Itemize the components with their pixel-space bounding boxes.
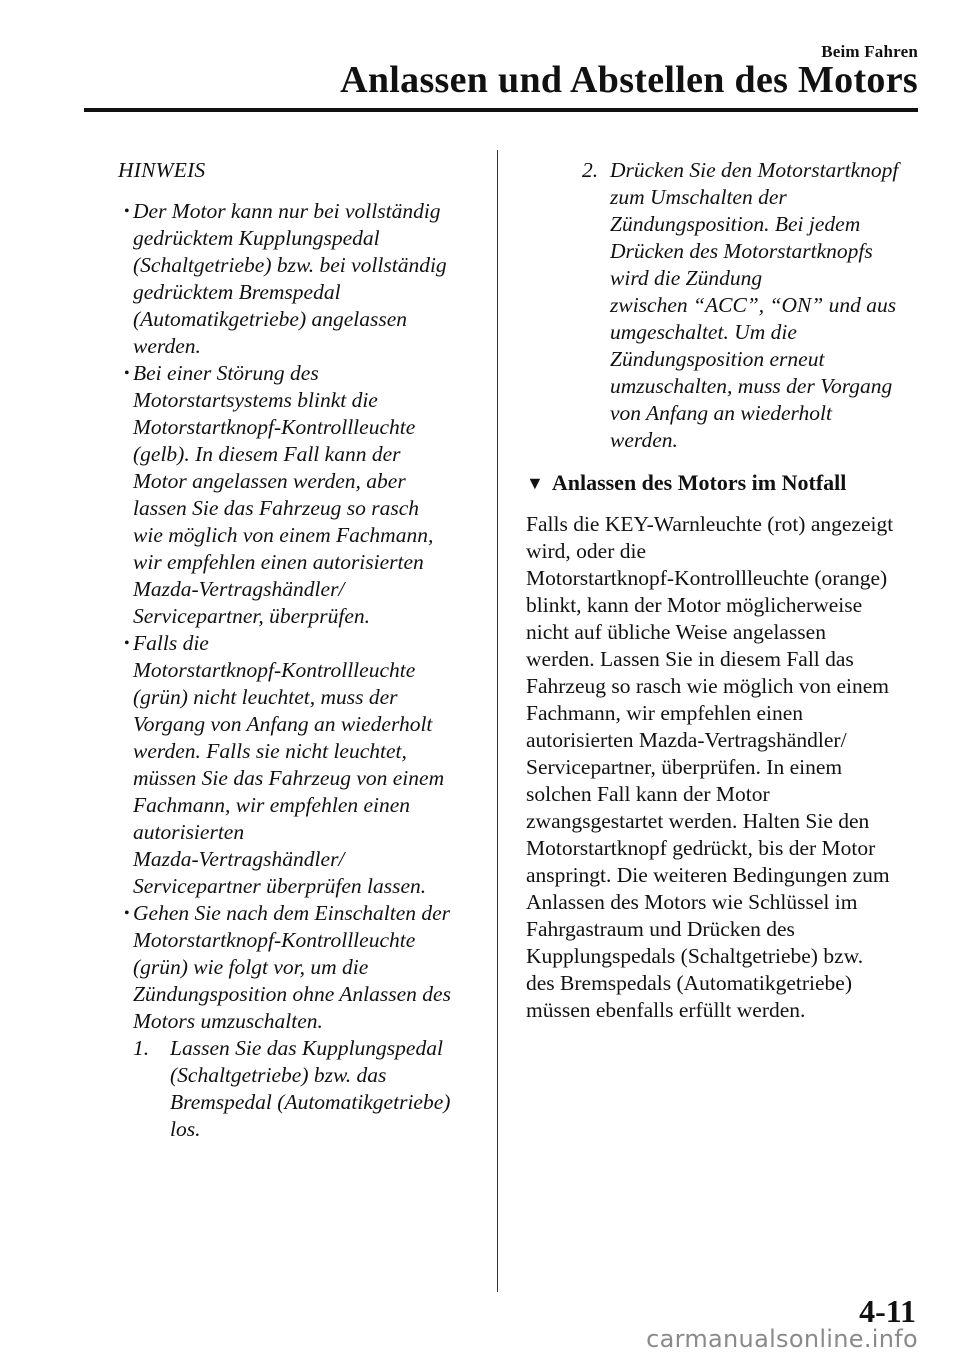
paragraph-line: Motorstartknopf gedrückt, bis der Motor [526, 836, 876, 860]
page-title: Anlassen und Abstellen des Motors [340, 59, 918, 101]
paragraph-line: Motorstartknopf-Kontrollleuchte (orange) [526, 566, 888, 590]
bullet-line: Motors umzuschalten. [133, 1009, 323, 1033]
step-line: Drücken des Motorstartknopfs [610, 239, 873, 263]
note-bullet [100, 900, 480, 1035]
paragraph-line: des Bremspedals (Automatikgetriebe) [526, 971, 852, 995]
watermark: carmanualsonline.info [646, 1325, 918, 1353]
step-line: zwischen “ACC”, “ON” und aus [610, 293, 897, 317]
bullet-line: Gehen Sie nach dem Einschalten der [133, 901, 451, 925]
step-line: werden. [610, 428, 678, 452]
paragraph-line: nicht auf übliche Weise angelassen [526, 620, 826, 644]
paragraph-line: Fahrgastraum und Drücken des [526, 917, 795, 941]
bullet-line: Motorstartsystems blinkt die [133, 388, 378, 412]
bullet-line: Bei einer Störung des [133, 361, 319, 385]
paragraph-line: anspringt. Die weiteren Bedingungen zum [526, 863, 890, 887]
triangle-down-icon: ▼ [526, 473, 544, 493]
header-rule [84, 108, 918, 112]
bullet-line: (grün) wie folgt vor, um die [133, 955, 369, 979]
bullet-line: werden. Falls sie nicht leuchtet, [133, 739, 407, 763]
bullet-line: (Schaltgetriebe) bzw. bei vollständig [133, 253, 447, 277]
bullet-line: (grün) nicht leuchtet, muss der [133, 685, 398, 709]
step-number: 2. [582, 158, 599, 182]
note-bullet [100, 630, 480, 900]
note-bullet [100, 198, 480, 360]
bullet-dot-icon: • [124, 365, 130, 382]
body-paragraph [526, 511, 918, 1024]
step-line: von Anfang an wiederholt [610, 401, 832, 425]
paragraph-line: Fahrzeug so rasch wie möglich von einem [526, 674, 890, 698]
bullet-line: lassen Sie das Fahrzeug so rasch [133, 496, 420, 520]
step-line: umzuschalten, muss der Vorgang [610, 374, 893, 398]
subheading-text: Anlassen des Motors im Notfall [551, 470, 847, 495]
bullet-line: wir empfehlen einen autorisierten [133, 550, 424, 574]
bullet-dot-icon: • [124, 635, 130, 652]
paragraph-line: Servicepartner, überprüfen. In einem [526, 755, 843, 779]
bullet-line: Der Motor kann nur bei vollständig [133, 199, 441, 223]
step-line: zum Umschalten der [610, 185, 787, 209]
step-line: Zündungsposition erneut [610, 347, 825, 371]
paragraph-line: blinkt, kann der Motor möglicherweise [526, 593, 863, 617]
bullet-line: Motorstartknopf-Kontrollleuchte [133, 415, 416, 439]
bullet-line: Falls die [133, 631, 209, 655]
paragraph-line: wird, oder die [526, 539, 647, 563]
note-bullet [100, 360, 480, 630]
bullet-line: Vorgang von Anfang an wiederholt [133, 712, 433, 736]
paragraph-line: Fachmann, wir empfehlen einen [526, 701, 804, 725]
step-number: 1. [133, 1036, 150, 1060]
note-title: HINWEIS [118, 158, 206, 182]
section-label: Beim Fahren [821, 42, 918, 61]
bullet-line: Zündungsposition ohne Anlassen des [133, 982, 451, 1006]
paragraph-line: Anlassen des Motors wie Schlüssel im [526, 890, 858, 914]
bullet-line: Motorstartknopf-Kontrollleuchte [133, 658, 416, 682]
bullet-line: Motorstartknopf-Kontrollleuchte [133, 928, 416, 952]
paragraph-line: autorisierten Mazda-Vertragshändler/ [526, 728, 847, 752]
step-line: los. [170, 1117, 201, 1141]
bullet-line: Fachmann, wir empfehlen einen [133, 793, 411, 817]
right-column [526, 157, 918, 1024]
bullet-dot-icon: • [124, 203, 130, 220]
step-line: Lassen Sie das Kupplungspedal [170, 1036, 443, 1060]
page-number: 4-11 [859, 1293, 916, 1329]
bullet-line: (gelb). In diesem Fall kann der [133, 442, 401, 466]
bullet-line: werden. [133, 334, 201, 358]
step-line: wird die Zündung [610, 266, 763, 290]
paragraph-line: zwangsgestartet werden. Halten Sie den [526, 809, 870, 833]
paragraph-line: Kupplungspedals (Schaltgetriebe) bzw. [526, 944, 864, 968]
column-divider [497, 150, 498, 1292]
paragraph-line: Falls die KEY-Warnleuchte (rot) angezeigt [526, 512, 894, 536]
bullet-line: Mazda-Vertragshändler/ [133, 577, 345, 601]
bullet-line: wie möglich von einem Fachmann, [133, 523, 434, 547]
step-line: Bremspedal (Automatikgetriebe) [170, 1090, 451, 1114]
bullet-line: (Automatikgetriebe) angelassen [133, 307, 408, 331]
bullet-line: autorisierten [133, 820, 245, 844]
step-line: Drücken Sie den Motorstartknopf [610, 158, 899, 182]
step-line: umgeschaltet. Um die [610, 320, 797, 344]
section-subheading [526, 469, 918, 497]
bullet-line: gedrücktem Bremspedal [133, 280, 341, 304]
bullet-line: gedrücktem Kupplungspedal [133, 226, 380, 250]
bullet-line: müssen Sie das Fahrzeug von einem [133, 766, 445, 790]
paragraph-line: werden. Lassen Sie in diesem Fall das [526, 647, 854, 671]
bullet-line: Motor angelassen werden, aber [133, 469, 406, 493]
paragraph-line: müssen ebenfalls erfüllt werden. [526, 998, 806, 1022]
step-line: (Schaltgetriebe) bzw. das [170, 1063, 387, 1087]
step-item [526, 157, 918, 454]
left-column [100, 157, 480, 1143]
step-line: Zündungsposition. Bei jedem [610, 212, 861, 236]
step-item [133, 1035, 480, 1143]
bullet-line: Mazda-Vertragshändler/ [133, 847, 345, 871]
bullet-line: Servicepartner überprüfen lassen. [133, 874, 427, 898]
paragraph-line: solchen Fall kann der Motor [526, 782, 770, 806]
bullet-line: Servicepartner, überprüfen. [133, 604, 371, 628]
bullet-dot-icon: • [124, 905, 130, 922]
